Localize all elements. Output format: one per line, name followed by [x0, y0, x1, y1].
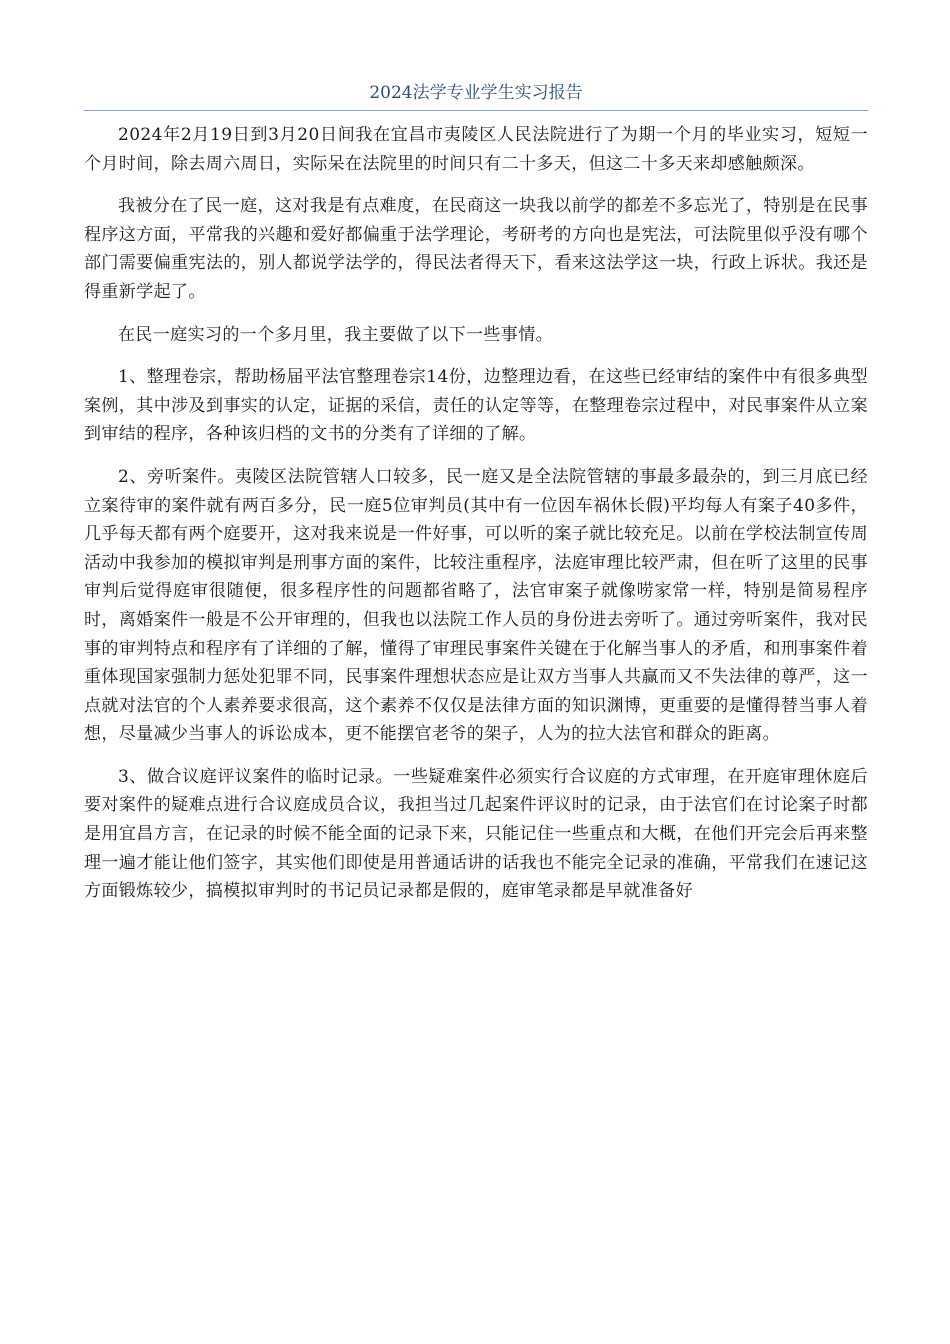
paragraph-item-1: 1、整理卷宗，帮助杨届平法官整理卷宗14份，边整理边看，在这些已经审结的案件中有很多典型案例，其中涉及到事实的认定，证据的采信，责任的认定等等，在整理卷宗过程中，对民事案件从立案到审结的程序，各种该归档的文书的分类有了详细的了解。	[84, 367, 868, 445]
document-header-title: 2024法学专业学生实习报告	[84, 76, 868, 111]
paragraph-item-3: 3、做合议庭评议案件的临时记录。一些疑难案件必须实行合议庭的方式审理，在开庭审理休庭后要对案件的疑难点进行合议庭成员合议，我担当过几起案件评议时的记录，由于法官们在讨论案子时都是用宜昌方言，在记录的时候不能全面的记录下来，只能记住一些重点和大概，在他们开完会后再来整理一遍才能让他们签字，其实他们即使是用普通话讲的话我也不能完全记录的准确，平常我们在速记这方面锻炼较少，搞模拟审判时的书记员记录都是假的，庭审笔录都是早就准备好	[84, 766, 868, 902]
paragraph-item-2: 2、旁听案件。夷陵区法院管辖人口较多，民一庭又是全法院管辖的事最多最杂的，到三月底已经立案待审的案件就有两百多分，民一庭5位审判员(其中有一位因车祸休长假)平均每人有案子40多件，几乎每天都有两个庭要开，这对我来说是一件好事，可以听的案子就比较充足。以前在学校法制宣传周活动中我参加的模拟审判是刑事方面的案件，比较注重程序，法庭审理比较严肃，但在听了这里的民事审判后觉得庭审很随便，很多程序性的问题都省略了，法官审案子就像唠家常一样，特别是简易程序时，离婚案件一般是不公开审理的，但我也以法院工作人员的身份进去旁听了。通过旁听案件，我对民事的审判特点和程序有了详细的了解，懂得了审理民事案件关键在于化解当事人的矛盾，和刑事案件着重体现国家强制力惩处犯罪不同，民事案件理想状态应是让双方当事人共赢而又不失法律的尊严，这一点就对法官的个人素养要求很高，这个素养不仅仅是法律方面的知识渊博，更重要的是懂得替当事人着想，尽量减少当事人的诉讼成本，更不能摆官老爷的架子，人为的拉大法官和群众的距离。	[84, 466, 868, 745]
paragraph-assignment: 我被分在了民一庭，这对我是有点难度，在民商这一块我以前学的都差不多忘光了，特别是在民事程序这方面，平常我的兴趣和爱好都偏重于法学理论，考研考的方向也是宪法，可法院里似乎没有哪个部门需要偏重宪法的，别人都说学法学的，得民法者得天下，看来这法学这一块，行政上诉状。我还是得重新学起了。	[84, 196, 868, 302]
document-body	[84, 121, 868, 906]
document-page	[84, 76, 868, 920]
paragraph-intro: 2024年2月19日到3月20日间我在宜昌市夷陵区人民法院进行了为期一个月的毕业实习，短短一个月时间，除去周六周日，实际呆在法院里的时间只有二十多天，但这二十多天来却感触颇深。	[84, 125, 868, 174]
paragraph-summary: 在民一庭实习的一个多月里，我主要做了以下一些事情。	[118, 324, 553, 345]
